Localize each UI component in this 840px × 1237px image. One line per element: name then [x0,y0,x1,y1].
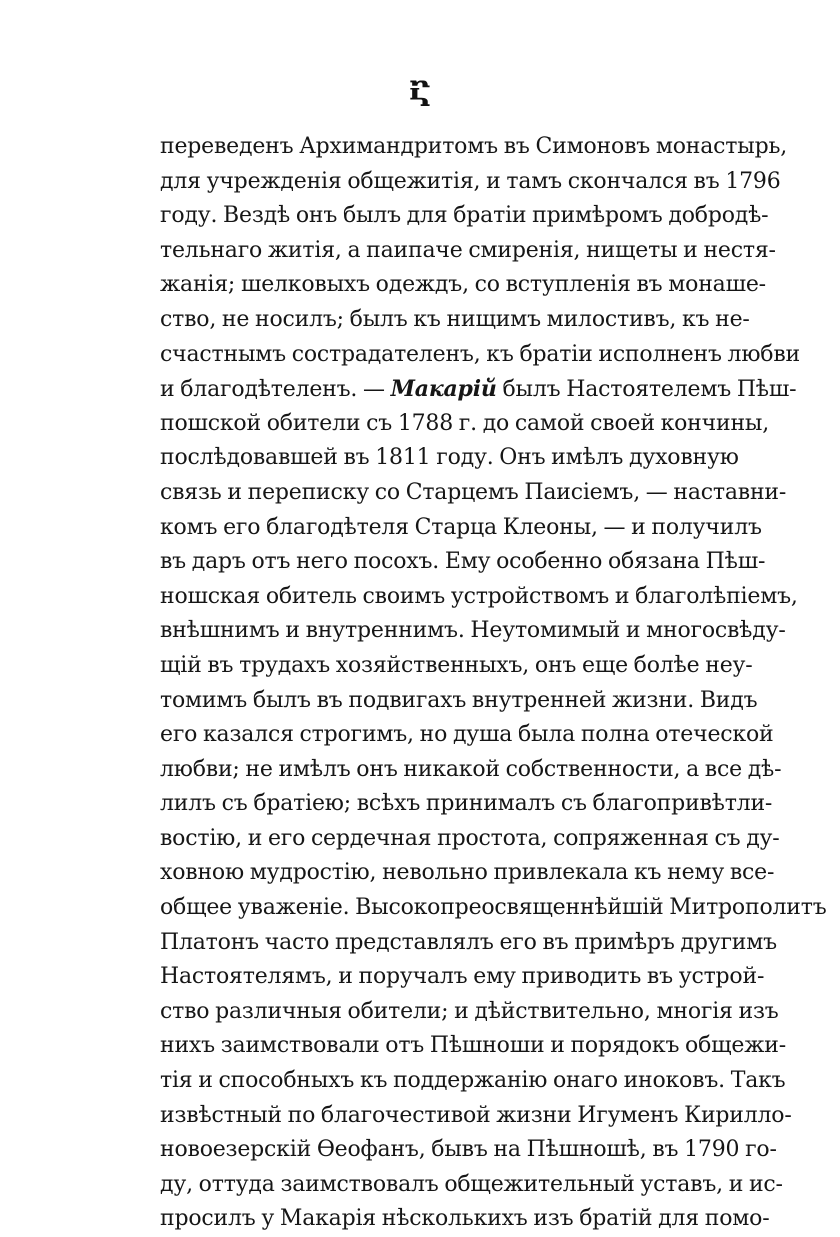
text-line: нихъ заимствовали отъ Пѣшноши и порядокъ общежи- [160,1033,786,1059]
text-line: любви; не имѣлъ онъ никакой собственности, а все дѣ- [160,756,782,782]
text-line: томимъ былъ въ подвигахъ внутренней жизни. Видъ [160,687,758,713]
page-number: Ⴀ [408,79,432,114]
text-line: востію, и его сердечная простота, сопряженная съ ду- [160,825,780,851]
text-line: общее уваженіе. Высокопреосвященнѣйшій Митрополитъ [160,895,827,921]
em-dash: — [357,377,391,403]
text-line: ство различныя обители; и дѣйствительно, многія изъ [160,998,779,1024]
text-line: новоезерскій Ѳеофанъ, бывъ на Пѣшношѣ, въ 1790 го- [160,1137,777,1163]
text-line: для учрежденія общежитія, и тамъ скончался въ 1796 [160,168,781,194]
text-line: пошской обители съ 1788 г. до самой своей кончины, [160,410,770,436]
text-line: году. Вездѣ онъ былъ для братіи примѣромъ добродѣ- [160,203,769,229]
text-line: его казался строгимъ, но душа была полна отеческой [160,722,774,748]
text-line: переведенъ Архимандритомъ въ Симоновъ монастырь, [160,134,788,159]
text-line: извѣстный по благочестивой жизни Игуменъ Кирилло- [160,1102,792,1128]
person-name-makariy: Макарій [390,376,497,403]
text-line: Настоятелямъ, и поручалъ ему приводить въ устрой- [160,964,765,990]
text-line: комъ его благодѣтеля Старца Клеоны, — и получилъ [160,514,762,540]
text-line: ховною мудростію, невольно привлекала къ нему все- [160,860,775,886]
text-line: ду, оттуда заимствовалъ общежительный уставъ, и ис- [160,1171,783,1197]
text-line: щій въ трудахъ хозяйственныхъ, онъ еще болѣе неу- [160,652,753,678]
text-line: тія и способныхъ къ поддержанію онаго иноковъ. Такъ [160,1068,786,1094]
text-segment: былъ Настоятелемъ Пѣш- [496,377,797,403]
text-segment: и благодѣтеленъ. [160,377,358,403]
text-line: Платонъ часто представлялъ его въ примѣръ другимъ [160,929,777,955]
text-line: внѣшнимъ и внутреннимъ. Неутомимый и многосвѣду- [160,618,786,644]
text-line: связь и переписку со Старцемъ Паисіемъ, — наставни- [160,479,787,505]
text-line: тельнаго житія, а паипаче смиренія, нищеты и нестя- [160,237,776,263]
text-line: ношская обитель своимъ устройствомъ и благолѣпіемъ, [160,583,798,609]
text-line: просилъ у Макарія нѣсколькихъ изъ братій для помо- [160,1206,770,1232]
text-line: ство, не носилъ; былъ къ нищимъ милостивъ, къ не- [160,306,750,332]
text-line-with-name [160,372,797,407]
body-text [160,130,827,1237]
text-line: лилъ съ братіею; всѣхъ принималъ съ благопривѣтли- [160,791,773,817]
text-line: жанія; шелковыхъ одеждъ, со вступленія въ монаше- [160,272,766,298]
text-line: послѣдовавшей въ 1811 году. Онъ имѣлъ духовную [160,445,739,471]
text-line: въ даръ отъ него посохъ. Ему особенно обязана Пѣш- [160,549,766,575]
text-line: счастнымъ сострадателенъ, къ братіи исполненъ любви [160,341,800,367]
